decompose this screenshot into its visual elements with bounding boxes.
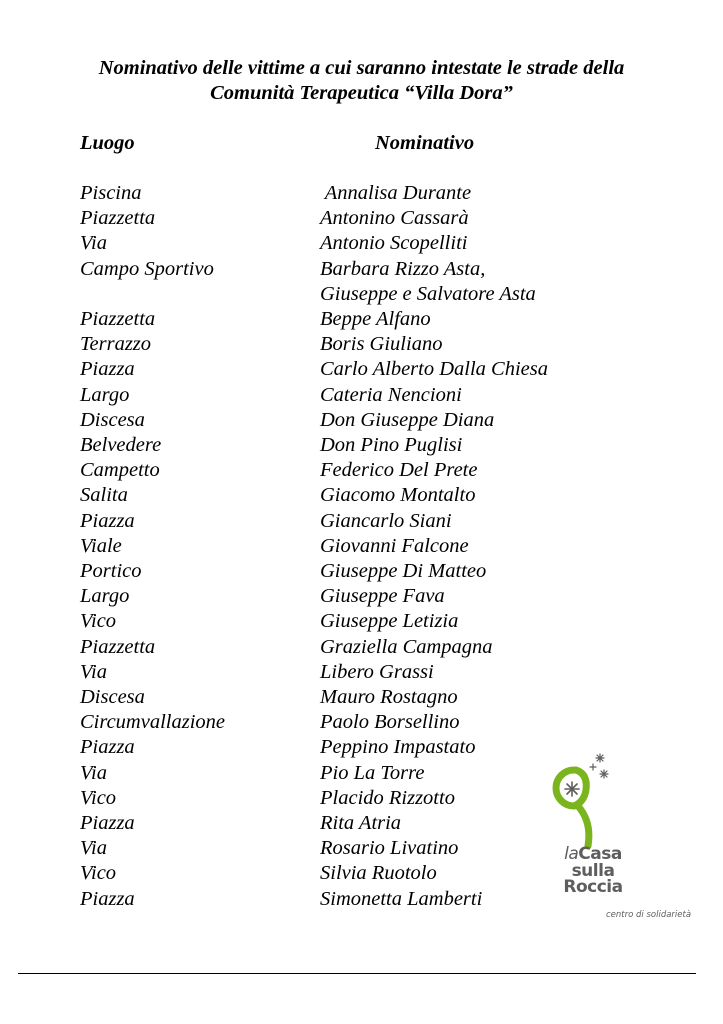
list-row	[0, 357, 723, 382]
place-type: Campo Sportivo	[80, 257, 214, 280]
victim-name: Silvia Ruotolo	[320, 862, 437, 885]
list-row	[0, 231, 723, 256]
place-type: Campetto	[80, 459, 160, 482]
victim-name: Annalisa Durante	[320, 182, 472, 204]
victim-name: Carlo Alberto Dalla Chiesa	[320, 358, 548, 381]
place-type: Piazzetta	[80, 308, 156, 331]
victim-name: Giuseppe Fava	[320, 585, 445, 608]
logo-wordmark	[548, 846, 638, 896]
victim-name: Simonetta Lamberti	[320, 887, 483, 910]
place-type: Terrazzo	[80, 333, 152, 356]
list-row	[0, 584, 723, 609]
victim-name: Giuseppe e Salvatore Asta	[320, 282, 536, 305]
place-type: Largo	[80, 585, 130, 608]
victim-name: Cateria Nencioni	[320, 383, 462, 406]
list-row	[0, 181, 723, 206]
place-type: Piscina	[80, 182, 142, 204]
list-row	[0, 509, 723, 534]
list-row	[0, 433, 723, 458]
victim-name: Giovanni Falcone	[320, 534, 469, 557]
list-row	[0, 307, 723, 332]
place-type: Piazza	[80, 812, 135, 835]
place-type: Via	[80, 761, 107, 784]
list-row	[0, 383, 723, 408]
victim-name: Peppino Impastato	[320, 736, 476, 759]
list-row	[0, 685, 723, 710]
victim-name: Beppe Alfano	[320, 308, 431, 331]
place-type: Vico	[80, 862, 117, 885]
place-type: Piazza	[80, 509, 135, 532]
place-type: Circumvallazione	[80, 711, 226, 734]
victim-name: Placido Rizzotto	[320, 786, 455, 809]
list-row	[0, 635, 723, 660]
victim-name: Giuseppe Letizia	[320, 610, 459, 633]
place-type: Via	[80, 660, 107, 683]
list-row	[0, 559, 723, 584]
logo-word-sulla: sulla	[571, 860, 615, 881]
document-title	[0, 56, 723, 106]
place-type: Portico	[80, 560, 142, 583]
list-row	[0, 534, 723, 559]
footer-divider	[18, 973, 696, 974]
victim-name: Antonino Cassarà	[320, 207, 469, 230]
victim-name: Giuseppe Di Matteo	[320, 560, 487, 583]
victim-name: Federico Del Prete	[320, 459, 478, 482]
victim-name: Rosario Livatino	[320, 837, 459, 860]
victim-name: Antonio Scopelliti	[320, 232, 468, 255]
victim-name: Rita Atria	[320, 812, 402, 835]
list-row	[0, 660, 723, 685]
list-row	[0, 282, 723, 307]
victim-name: Libero Grassi	[320, 660, 434, 683]
column-header-name: Nominativo	[375, 132, 475, 154]
place-type: Largo	[80, 383, 130, 406]
victim-name: Don Pino Puglisi	[320, 434, 463, 457]
place-type: Piazzetta	[80, 207, 156, 230]
title-line-1: Nominativo delle vittime a cui saranno intestate le strade della	[98, 57, 625, 79]
list-row	[0, 257, 723, 282]
place-type: Via	[80, 232, 107, 255]
place-type: Discesa	[80, 686, 145, 709]
logo-word-la: la	[564, 844, 579, 864]
list-row	[0, 408, 723, 433]
victim-name: Don Giuseppe Diana	[320, 408, 495, 431]
place-type: Salita	[80, 484, 128, 507]
place-type: Piazza	[80, 887, 135, 910]
list-row	[0, 483, 723, 508]
place-type: Piazza	[80, 736, 135, 759]
victim-name: Boris Giuliano	[320, 333, 443, 356]
list-row	[0, 206, 723, 231]
la-casa-sulla-roccia-logo	[548, 750, 692, 925]
place-type: Vico	[80, 786, 117, 809]
column-header-place: Luogo	[80, 132, 135, 154]
victim-name: Giacomo Montalto	[320, 484, 476, 507]
place-type: Piazzetta	[80, 635, 156, 658]
list-row	[0, 332, 723, 357]
place-type: Viale	[80, 534, 122, 557]
q-star-icon	[548, 750, 688, 850]
logo-word-casa: Casa	[578, 844, 622, 864]
place-type: Discesa	[80, 408, 145, 431]
victim-name: Paolo Borsellino	[320, 711, 460, 734]
list-row	[0, 609, 723, 634]
place-type: Piazza	[80, 358, 135, 381]
victim-name: Mauro Rostagno	[320, 686, 458, 709]
place-type: Vico	[80, 610, 117, 633]
victim-name: Barbara Rizzo Asta,	[320, 257, 486, 280]
logo-tagline: centro di solidarietà	[606, 910, 692, 920]
victim-name: Pio La Torre	[320, 761, 425, 784]
list-row	[0, 458, 723, 483]
list-row	[0, 710, 723, 735]
place-type: Via	[80, 837, 107, 860]
title-line-2: Comunità Terapeutica “Villa Dora”	[210, 82, 513, 104]
place-type: Belvedere	[80, 434, 162, 457]
victim-name: Graziella Campagna	[320, 635, 493, 658]
logo-word-roccia: Roccia	[563, 877, 623, 897]
victim-name: Giancarlo Siani	[320, 509, 452, 532]
